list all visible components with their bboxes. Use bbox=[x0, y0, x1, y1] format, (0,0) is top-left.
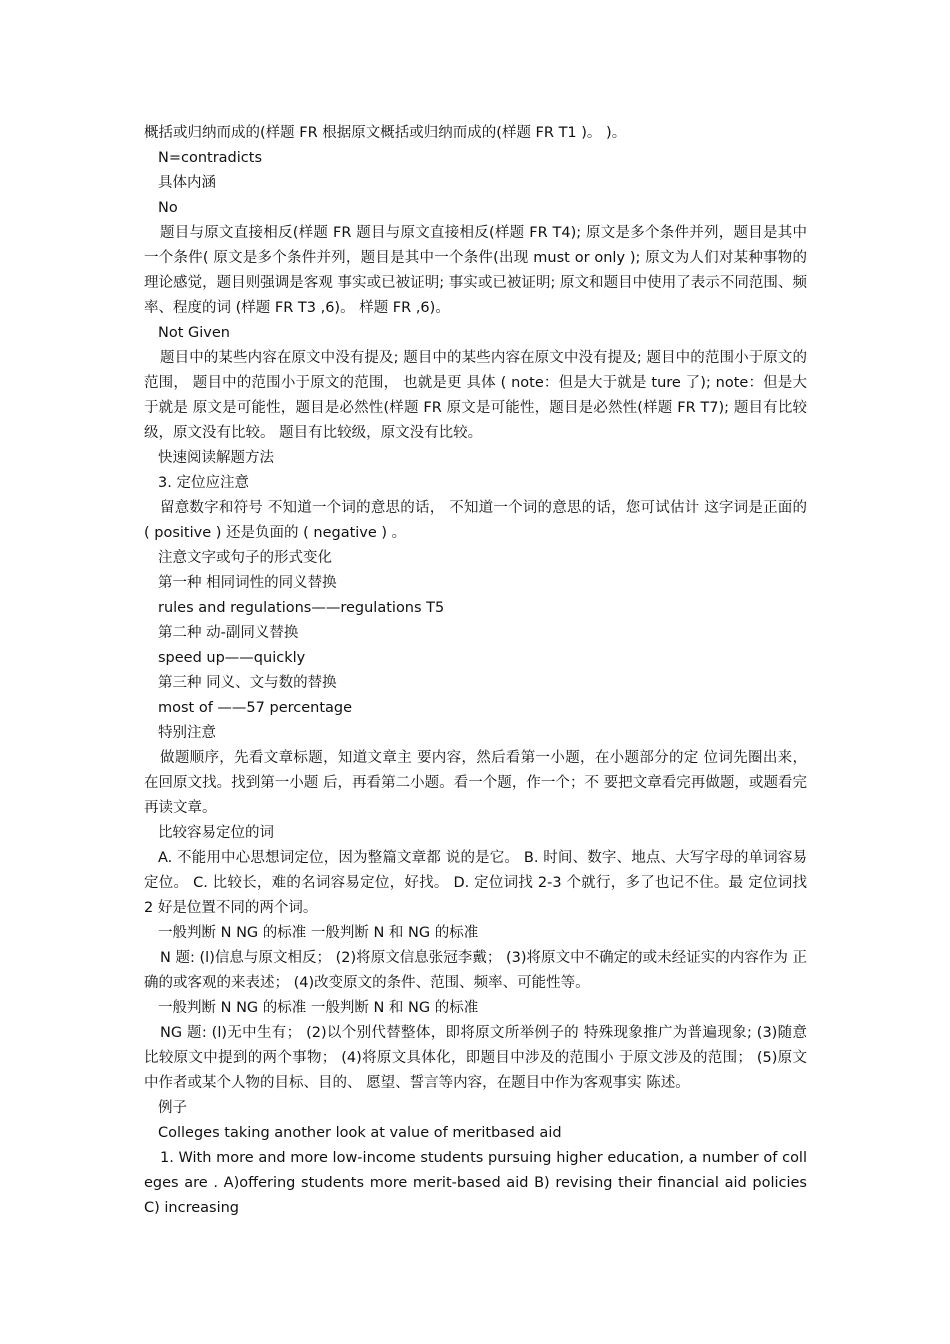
paragraph-question-order: 做题顺序，先看文章标题，知道文章主 要内容，然后看第一小题，在小题部分的定 位词先圈出来，在回原文找。找到第一小题 后，再看第二小题。看一个题，作一个；不 要把文章看完再做题，或题看完再读文章。 bbox=[144, 750, 807, 816]
paragraph-locate-words: A. 不能用中心思想词定位，因为整篇文章都 说的是它。 B. 时间、数字、地点、大写字母的单词容易 定位。 C. 比较长，难的名词容易定位，好找。 D. 定位词找 2-3 个就行，多了也记不住。最 定位词找 2 好是位置不同的两个词。 bbox=[144, 850, 807, 916]
heading-form-changes: 注意文字或句子的形式变化 bbox=[158, 550, 332, 566]
paragraph-no-rules: 题目与原文直接相反(样题 FR 题目与原文直接相反(样题 FR T4); 原文是多个条件并列，题目是其中一个条件( 原文是多个条件并列，题目是其中一个条件(出现 must or only ); 原文为人们对某种事物的理论感觉，题目则强调是客观 事实或已被证明; 事实或已被证明; 原文和题目中使用了表示不同范围、频率、程度的词 (样题 FR T3 ,6)。 样题 FR ,6)。 bbox=[144, 225, 807, 316]
document-page bbox=[144, 121, 807, 1221]
paragraph-n-rules: N 题: (l)信息与原文相反； (2)将原文信息张冠李戴； (3)将原文中不确定的或未经证实的内容作为 正确的或客观的来表述； (4)改变原文的条件、范围、频率、可能性等。 bbox=[144, 950, 807, 991]
example-type-two: speed up——quickly bbox=[158, 650, 306, 666]
heading-easy-locate-words: 比较容易定位的词 bbox=[158, 825, 274, 841]
heading-fast-reading: 快速阅读解题方法 bbox=[158, 450, 274, 466]
heading-not-given: Not Given bbox=[158, 325, 230, 341]
heading-n-ng-standard-2: 一般判断 N NG 的标准 一般判断 N 和 NG 的标准 bbox=[158, 1000, 479, 1016]
example-question-1: 1. With more and more low-income students pursuing higher education, a number of colleges are . A)offering students more merit-based aid B) revising their financial aid policies C) increasing bbox=[144, 1150, 807, 1216]
heading-type-one: 第一种 相同词性的同义替换 bbox=[158, 575, 337, 591]
heading-n-contradicts: N=contradicts bbox=[158, 150, 263, 166]
heading-n-ng-standard-1: 一般判断 N NG 的标准 一般判断 N 和 NG 的标准 bbox=[158, 925, 479, 941]
heading-type-two: 第二种 动-副同义替换 bbox=[158, 625, 299, 641]
heading-specific-meaning: 具体内涵 bbox=[158, 175, 216, 191]
heading-locating-notes: 3. 定位应注意 bbox=[158, 475, 249, 491]
example-article-title: Colleges taking another look at value of meritbased aid bbox=[158, 1125, 562, 1141]
paragraph-ng-rules: NG 题: (l)无中生有； (2)以个别代替整体，即将原文所举例子的 特殊现象推广为普遍现象; (3)随意比较原文中提到的两个事物； (4)将原文具体化，即题目中涉及的范围小 于原文涉及的范围； (5)原文中作者或某个人物的目标、目的、 愿望、誓言等内容，在题目中作为客观事实 陈述。 bbox=[144, 1025, 807, 1091]
heading-example: 例子 bbox=[158, 1100, 187, 1116]
paragraph-numbers-symbols: 留意数字和符号 不知道一个词的意思的话， 不知道一个词的意思的话，您可试估计 这字词是正面的 ( positive ) 还是负面的 ( negative ) 。 bbox=[144, 500, 807, 541]
paragraph-continuation: 概括或归纳而成的(样题 FR 根据原文概括或归纳而成的(样题 FR T1 )。 )。 bbox=[144, 125, 627, 141]
heading-special-attention: 特别注意 bbox=[158, 725, 216, 741]
paragraph-not-given-rules: 题目中的某些内容在原文中没有提及; 题目中的某些内容在原文中没有提及; 题目中的范围小于原文的范围， 题目中的范围小于原文的范围， 也就是更 具体 ( note：但是大于就是 ture 了); note：但是大于就是 原文是可能性，题目是必然性(样题 FR 原文是可能性，题目是必然性(样题 FR T7); 题目有比较级，原文没有比较。 题目有比较级，原文没有比较。 bbox=[144, 350, 807, 441]
heading-no: No bbox=[158, 200, 178, 216]
example-type-three: most of ——57 percentage bbox=[158, 700, 353, 716]
example-type-one: rules and regulations——regulations T5 bbox=[158, 600, 445, 616]
heading-type-three: 第三种 同义、文与数的替换 bbox=[158, 675, 337, 691]
